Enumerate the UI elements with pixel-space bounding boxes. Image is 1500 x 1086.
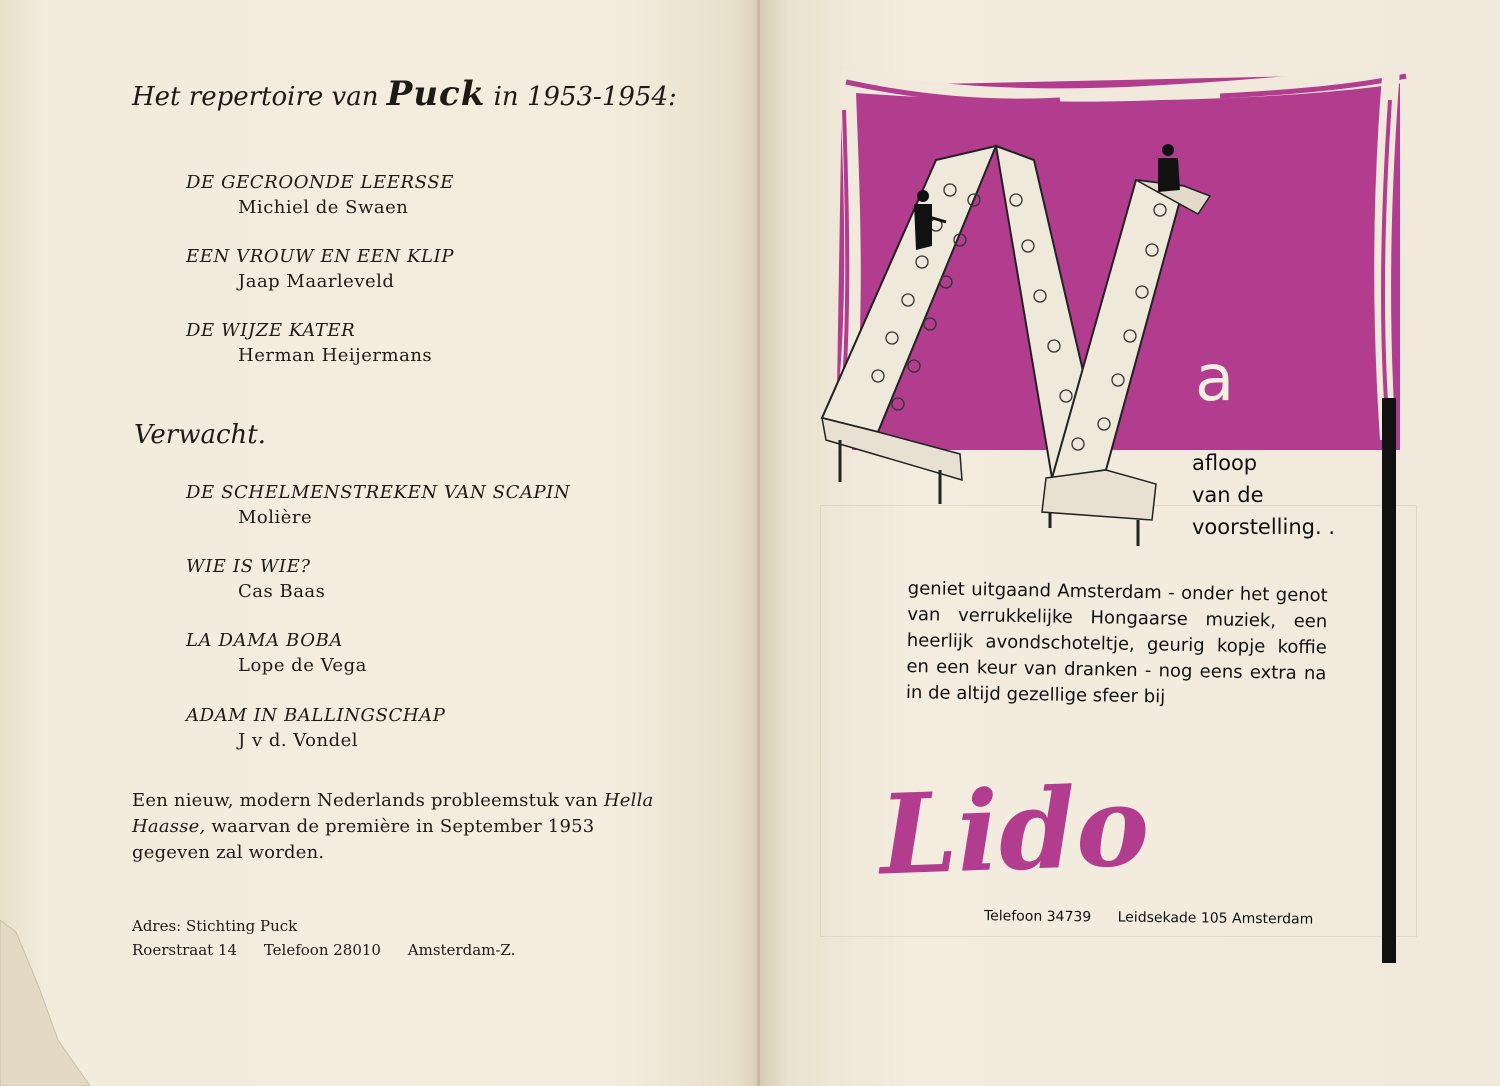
note-after: waarvan de première in September 1953 gegeven zal worden. (132, 816, 595, 863)
heading-suffix: in 1953-1954: (493, 82, 677, 112)
play-entry (186, 320, 432, 366)
small-letter-a: a (1195, 342, 1235, 416)
play-author: Lope de Vega (238, 655, 367, 676)
lido-logo: Lido (877, 761, 1152, 900)
note-before: Een nieuw, modern Nederlands probleemstuk van (132, 790, 604, 811)
play-title: DE WIJZE KATER (186, 320, 356, 341)
tagline-line: afloop (1192, 451, 1258, 475)
torn-corner (0, 920, 120, 1086)
address-street: Roerstraat 14 (132, 941, 238, 959)
play-author: Cas Baas (238, 581, 326, 602)
tagline-line: van de (1192, 483, 1264, 507)
lido-address: Leidsekade 105 Amsterdam (1117, 909, 1314, 928)
play-title: DE SCHELMENSTREKEN VAN SCAPIN (186, 482, 571, 503)
play-entry (186, 630, 367, 676)
play-entry (186, 246, 454, 292)
repertoire-heading (132, 74, 677, 114)
tagline-line: voorstelling. . (1192, 515, 1336, 539)
play-entry (186, 482, 570, 528)
play-title: LA DAMA BOBA (186, 630, 344, 651)
expected-heading: Verwacht. (134, 420, 266, 450)
address-line1: Adres: Stichting Puck (132, 917, 298, 935)
note-author: Hella Haasse, (132, 790, 654, 837)
lido-phone: Telefoon 34739 (983, 908, 1092, 926)
address-phone: Telefoon 28010 (263, 941, 381, 959)
premiere-note (132, 788, 662, 866)
play-author: Michiel de Swaen (238, 197, 409, 218)
address-block (132, 914, 537, 962)
play-entry (186, 556, 325, 602)
play-title: ADAM IN BALLINGSCHAP (186, 705, 446, 726)
play-author: Jaap Maarleveld (238, 271, 395, 292)
play-author: Molière (238, 507, 313, 528)
play-author: J v d. Vondel (238, 730, 359, 751)
black-side-bar (1382, 398, 1396, 963)
address-city: Amsterdam-Z. (407, 941, 516, 959)
play-title: EEN VROUW EN EEN KLIP (186, 246, 455, 267)
right-page (760, 0, 1500, 1086)
tagline (1192, 447, 1335, 543)
play-title: DE GECROONDE LEERSSE (186, 172, 454, 193)
ad-body-text: geniet uitgaand Amsterdam - onder het genot van verrukkelijke Hongaarse muziek, een heerlijk avondschoteltje, geurig kopje koffie en een keur van dranken - nog eens extra na in de altijd gezellige sfeer bij (905, 577, 1328, 708)
heading-prefix: Het repertoire van (132, 82, 379, 112)
play-author: Herman Heijermans (238, 345, 433, 366)
play-entry (186, 705, 445, 751)
address-line2 (132, 938, 537, 962)
play-title: WIE IS WIE? (186, 556, 311, 577)
puck-brand: Puck (386, 74, 486, 114)
play-entry (186, 172, 454, 218)
